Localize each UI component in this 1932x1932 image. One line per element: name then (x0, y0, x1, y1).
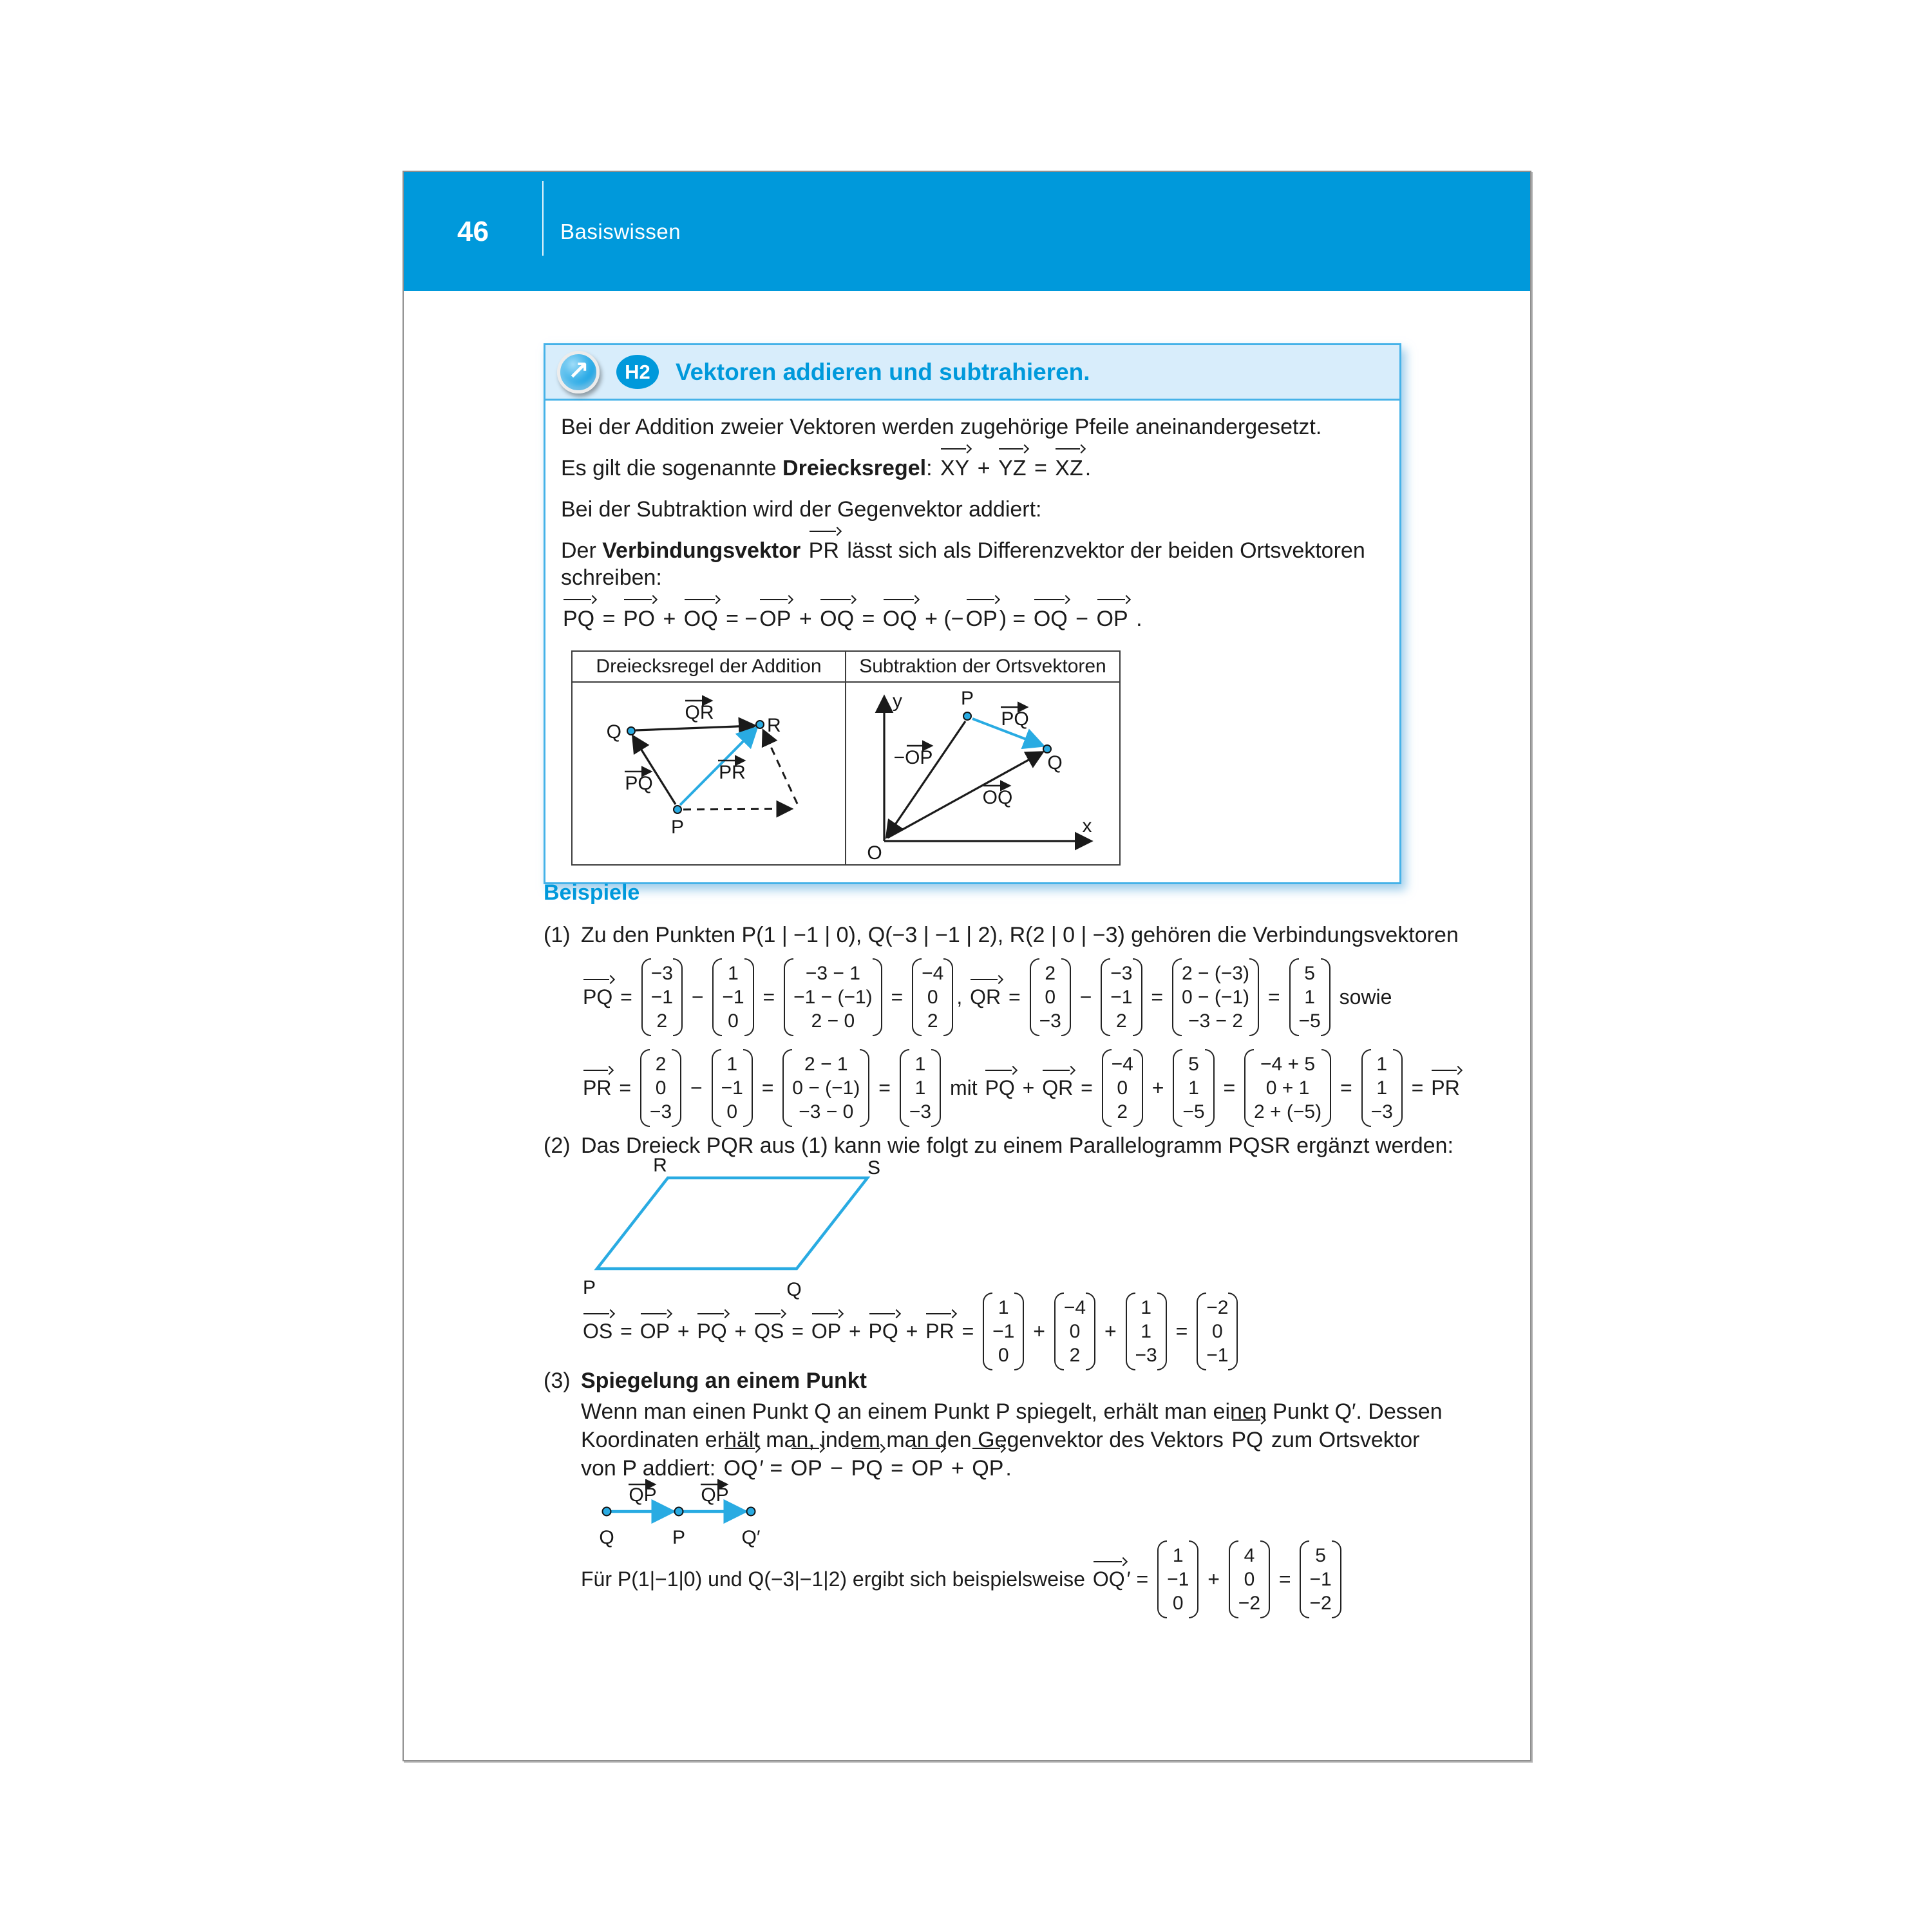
example-3-heading: Spiegelung an einem Punkt (581, 1368, 867, 1393)
vector-symbol: PQ (868, 1320, 898, 1343)
point-P (675, 1508, 683, 1516)
vector-symbol: YZ (998, 456, 1027, 480)
vector-component: −3 − 0 (799, 1101, 854, 1122)
label-P: P (960, 688, 974, 709)
vector-component: −3 (1110, 963, 1133, 984)
vector-component: −2 (1238, 1593, 1261, 1614)
text-run: = (1170, 1320, 1194, 1343)
text-run: lässt sich als Differenzvektor der beiden Ortsvektoren schreiben: (561, 538, 1372, 590)
vector-component: 1 (1141, 1321, 1151, 1342)
infobox-header (545, 345, 1399, 401)
point-Q (603, 1508, 611, 1516)
paragraph-connection-vector (561, 537, 1384, 591)
vector-component: 1 (1376, 1077, 1388, 1099)
vector-component: −1 (992, 1321, 1015, 1342)
vector-component: 2 (1116, 1010, 1127, 1032)
vector-component: 0 (927, 987, 938, 1008)
vector-symbol: PR (925, 1320, 954, 1343)
text-run: − (685, 985, 710, 1009)
vector-symbol: OQ (882, 607, 917, 631)
text-run: = (757, 985, 781, 1009)
text-run: − (1069, 607, 1095, 631)
vector-component: 2 (927, 1010, 938, 1032)
vector-component: 0 (1172, 1593, 1184, 1614)
vector-component: 2 − (−3) (1181, 963, 1250, 984)
vector-symbol: QS (754, 1320, 784, 1343)
label-Q-prime: Q′ (741, 1527, 761, 1548)
text-run: = (755, 1076, 780, 1099)
column-vector (782, 1049, 869, 1127)
diagram-position-vectors (846, 683, 1119, 864)
vector-symbol: OQ (1033, 607, 1068, 631)
vector-component: 0 + 1 (1265, 1077, 1310, 1099)
vector-symbol: OP (759, 607, 791, 631)
vector-symbol: OP (639, 1320, 670, 1343)
vector-component: 0 (1117, 1077, 1128, 1099)
example-1 (544, 921, 1497, 1127)
column-vector (1197, 1293, 1238, 1370)
vector-component: 4 (1244, 1545, 1255, 1566)
vector-symbol: QR (970, 985, 1001, 1009)
text-run: + (1202, 1567, 1226, 1591)
text-run: + (793, 607, 819, 631)
label-P: P (672, 1527, 686, 1548)
vector-component: 0 (1244, 1569, 1255, 1590)
infobox-title: Vektoren addieren und subtrahieren. (676, 358, 1090, 385)
parallelogram-diagram (571, 1157, 1009, 1309)
text-run: = (873, 1076, 896, 1099)
column-vector (1289, 958, 1331, 1036)
vector-symbol: OQ (683, 607, 718, 631)
vector-component: −1 (1110, 987, 1133, 1008)
vector-component: −3 (1135, 1345, 1157, 1366)
h2-badge: H2 (616, 355, 659, 389)
text-run: mit (944, 1076, 983, 1099)
vector-component: −4 (922, 963, 944, 984)
column-vector (784, 958, 882, 1036)
point-P (963, 712, 971, 720)
glossy-arrow-icon (557, 351, 600, 393)
section-title: Basiswissen (560, 219, 681, 243)
vector-component: −3 (1370, 1101, 1393, 1122)
text-run: . (1084, 456, 1092, 480)
text-run: . (1005, 1456, 1012, 1481)
label-O: O (867, 842, 882, 864)
vector-component: −4 (1111, 1054, 1133, 1075)
example-2-intro: Das Dreieck PQR aus (1) kann wie folgt zu einem Parallelogramm PQSR ergänzt werden: (581, 1133, 1454, 1158)
vector-component: −1 (1167, 1569, 1189, 1590)
text-run: ) = (999, 607, 1032, 631)
vector-component: −2 (1309, 1593, 1332, 1614)
text-run: − (824, 1456, 849, 1481)
example-3-body (581, 1397, 1450, 1482)
vector-component: −2 (1206, 1297, 1229, 1318)
bold-text-run: Dreiecksregel (782, 456, 927, 480)
vector-component: 1 (1188, 1077, 1199, 1099)
arrow-QR (636, 726, 753, 730)
text-run: sowie (1333, 985, 1392, 1009)
vector-component: −1 (650, 987, 673, 1008)
page-header (404, 172, 1530, 291)
label-P: P (582, 1277, 596, 1298)
page-number: 46 (457, 215, 489, 247)
text-run: = (856, 607, 881, 631)
text-run: + (843, 1320, 867, 1343)
label-Q: Q (599, 1527, 614, 1548)
text-run: ′ = (759, 1456, 789, 1481)
text-run: . (1130, 607, 1142, 631)
text-run: Der (561, 538, 603, 563)
column-vector (1101, 958, 1142, 1036)
vector-component: −1 (721, 1077, 743, 1099)
vector-component: −5 (1298, 1010, 1321, 1032)
text-run: = (884, 1456, 910, 1481)
vector-symbol: PR (1431, 1076, 1460, 1099)
example-2-number: (2) (544, 1133, 571, 1158)
dashed-arrow-bottom (683, 809, 790, 810)
column-vector (712, 1049, 753, 1127)
vector-component: 5 (1304, 963, 1315, 984)
example-3 (544, 1367, 1497, 1482)
example-1-number: (1) (544, 923, 571, 947)
vector-symbol: OP (965, 607, 998, 631)
text-run: : (926, 456, 938, 480)
column-vector (1102, 1049, 1143, 1127)
vector-component: 0 (1211, 1321, 1223, 1342)
label-vec-PR: PR (719, 762, 746, 783)
vector-symbol: PQ (583, 985, 613, 1009)
vector-component: 0 (726, 1101, 738, 1122)
text-run: + (945, 1456, 971, 1481)
text-run (800, 538, 806, 563)
text-run: + (657, 607, 682, 631)
equation-oq-prime (581, 1540, 1515, 1618)
text-run: = − (719, 607, 758, 631)
text-run: Es gilt die sogenannte (561, 456, 783, 480)
label-S: S (867, 1157, 881, 1179)
paragraph-addition: Bei der Addition zweier Vektoren werden zugehörige Pfeile aneinandergesetzt. (561, 415, 1322, 439)
text-run: , (956, 985, 969, 1009)
example-3-number: (3) (544, 1368, 571, 1393)
column-vector (1172, 958, 1259, 1036)
vector-symbol: OP (911, 1454, 943, 1482)
vector-component: 1 (914, 1054, 926, 1075)
point-R (756, 721, 764, 728)
vector-symbol: OP (811, 1320, 842, 1343)
vector-symbol: PO (623, 607, 655, 631)
text-run: = (1217, 1076, 1242, 1099)
column-vector (1229, 1540, 1270, 1618)
vector-component: −3 (649, 1101, 672, 1122)
vector-component: 0 (728, 1010, 739, 1032)
text-run: + (728, 1320, 753, 1343)
label-Q: Q (606, 721, 621, 743)
vector-component: 2 (656, 1010, 668, 1032)
text-run: = (614, 1320, 638, 1343)
text-run: = (1145, 985, 1169, 1009)
cell-position-vectors-diagram (846, 682, 1120, 865)
column-vector (1054, 1293, 1095, 1370)
equation-pq-qr (581, 958, 1497, 1036)
diagram-triangle-rule (573, 683, 845, 864)
label-vec-QP-1: QP (629, 1484, 657, 1506)
column-vector (1244, 1049, 1331, 1127)
vector-symbol: PR (583, 1076, 612, 1099)
vector-component: −1 (1206, 1345, 1229, 1366)
text-run: + (671, 1320, 696, 1343)
reflection-diagram (587, 1479, 781, 1550)
text-run: ′ = (1126, 1567, 1155, 1591)
header-divider (542, 181, 544, 256)
text-run: = (1262, 985, 1286, 1009)
vector-symbol: OP (1096, 607, 1128, 631)
label-vec-minus-OP: −OP (893, 747, 933, 768)
label-Q: Q (786, 1279, 802, 1300)
column-vector (1173, 1049, 1214, 1127)
vector-component: 0 (1045, 987, 1056, 1008)
label-x: x (1082, 815, 1092, 837)
label-vec-PQ: PQ (1001, 708, 1029, 730)
column-vector (641, 958, 683, 1036)
vector-symbol: OQ (820, 607, 855, 631)
vector-identity-equation (561, 605, 1384, 632)
text-run: + (1016, 1076, 1041, 1099)
vector-component: −1 − (−1) (793, 987, 873, 1008)
vector-component: 0 (998, 1345, 1009, 1366)
vector-symbol: OP (791, 1454, 822, 1482)
vector-component: −3 − 1 (805, 963, 860, 984)
vector-component: 1 (1304, 987, 1315, 1008)
point-Q-prime (747, 1508, 755, 1516)
text-run: = (1003, 985, 1027, 1009)
vector-component: 0 − (−1) (1181, 987, 1250, 1008)
text-run: + (1146, 1076, 1170, 1099)
column-vector (900, 1049, 941, 1127)
label-R: R (767, 715, 781, 736)
column-vector (912, 958, 953, 1036)
label-vec-QP-2: QP (701, 1484, 729, 1506)
column-vector (1300, 1540, 1341, 1618)
comparison-table (571, 650, 1121, 866)
column-vector (1030, 958, 1071, 1036)
vector-symbol: XY (940, 456, 970, 480)
label-vec-PQ: PQ (625, 773, 653, 794)
point-P (674, 806, 681, 813)
vector-component: −3 (1039, 1010, 1061, 1032)
vector-symbol: PQ (851, 1454, 883, 1482)
label-Q: Q (1047, 752, 1063, 773)
vector-component: 2 (655, 1054, 667, 1075)
equation-os (581, 1293, 1495, 1370)
label-vec-OQ: OQ (982, 787, 1013, 808)
vector-component: 1 (1172, 1545, 1184, 1566)
vector-component: 1 (1376, 1054, 1388, 1075)
text-run: = (1334, 1076, 1358, 1099)
vector-component: 0 − (−1) (792, 1077, 860, 1099)
page (402, 171, 1531, 1761)
text-run: = (1075, 1076, 1099, 1099)
text-run: = (614, 985, 638, 1009)
vector-symbol: OQ (724, 1454, 758, 1482)
vector-symbol: OQ (1092, 1567, 1125, 1591)
text-run: + (900, 1320, 924, 1343)
vector-component: 2 − 0 (811, 1010, 855, 1032)
vector-component: −4 + 5 (1260, 1054, 1316, 1075)
bold-text-run: Verbindungsvektor (602, 538, 801, 563)
arrow-minus-OP (887, 721, 965, 836)
vector-symbol: PQ (697, 1320, 727, 1343)
text-run: zum Ortsvektor von P addiert: (581, 1428, 1426, 1481)
vector-component: −1 (722, 987, 744, 1008)
vector-component: −1 (1309, 1569, 1332, 1590)
text-run: = (1405, 1076, 1430, 1099)
vector-component: 5 (1188, 1054, 1199, 1075)
label-vec-QR: QR (685, 702, 714, 723)
vector-symbol: PR (808, 538, 839, 563)
text-run: = (1273, 1567, 1297, 1591)
vector-component: 1 (914, 1077, 926, 1099)
text-run: Für P(1|−1|0) und Q(−3|−1|2) ergibt sich beispielsweise (581, 1567, 1091, 1591)
vector-component: 2 (1069, 1345, 1081, 1366)
infobox (544, 343, 1401, 884)
column-vector (1157, 1540, 1198, 1618)
vector-component: 1 (1141, 1297, 1151, 1318)
vector-component: 5 (1315, 1545, 1326, 1566)
text-run: + (− (918, 607, 964, 631)
paragraph-subtraction: Bei der Subtraktion wird der Gegenvektor addiert: (561, 497, 1042, 522)
text-run: + (1099, 1320, 1122, 1343)
equation-pr (581, 1049, 1497, 1127)
infobox-body (545, 401, 1399, 882)
column-vector (640, 1049, 681, 1127)
example-1-intro: Zu den Punkten P(1 | −1 | 0), Q(−3 | −1 | 2), R(2 | 0 | −3) gehören die Verbindungsvektoren (581, 923, 1459, 947)
table-header-subtraction: Subtraktion der Ortsvektoren (846, 651, 1120, 682)
vector-component: 1 (998, 1297, 1009, 1318)
vector-component: 2 + (−5) (1254, 1101, 1322, 1122)
vector-component: −3 − 2 (1188, 1010, 1244, 1032)
text-run: − (685, 1076, 708, 1099)
column-vector (1126, 1293, 1167, 1370)
vector-component: 1 (726, 1054, 738, 1075)
text-run: = (613, 1076, 637, 1099)
text-run: − (1074, 985, 1098, 1009)
vector-symbol: PQ (563, 607, 595, 631)
label-R: R (653, 1157, 667, 1176)
label-P: P (670, 817, 685, 838)
paragraph-triangle-rule (561, 455, 1384, 482)
text-run: = (596, 607, 621, 631)
vector-component: 1 (728, 963, 739, 984)
vector-component: −3 (650, 963, 673, 984)
example-2 (544, 1132, 1497, 1160)
column-vector (712, 958, 753, 1036)
vector-symbol: PQ (985, 1076, 1015, 1099)
examples-heading: Beispiele (544, 880, 640, 905)
label-y: y (893, 690, 902, 712)
vector-component: 2 (1045, 963, 1056, 984)
text-run: = (786, 1320, 810, 1343)
vector-component: 2 − 1 (804, 1054, 848, 1075)
vector-symbol: XZ (1055, 456, 1083, 480)
vector-component: −3 (909, 1101, 932, 1122)
dashed-arrow-up (764, 732, 797, 804)
parallelogram-shape (597, 1178, 867, 1269)
vector-symbol: QP (972, 1454, 1003, 1482)
text-run: + (1027, 1320, 1051, 1343)
vector-component: 2 (1117, 1101, 1128, 1122)
vector-component: 0 (655, 1077, 667, 1099)
vector-symbol: OS (583, 1320, 613, 1343)
text-run: Wenn man einen Punkt Q an einem Punkt P spiegelt, erhält man einen Punkt Q′. Dessen Koordinaten erhält man, indem man den Gegenvektor des Vektors (581, 1399, 1449, 1452)
table-header-addition: Dreiecksregel der Addition (572, 651, 846, 682)
vector-symbol: QR (1042, 1076, 1074, 1099)
vector-component: 0 (1069, 1321, 1081, 1342)
text-run: = (956, 1320, 980, 1343)
text-run: = (1028, 456, 1054, 480)
text-run: = (885, 985, 909, 1009)
vector-symbol: PQ (1231, 1426, 1263, 1454)
column-vector (983, 1293, 1024, 1370)
vector-component: −4 (1063, 1297, 1086, 1318)
vector-component: −5 (1182, 1101, 1205, 1122)
column-vector (1361, 1049, 1403, 1127)
text-run: + (971, 456, 997, 480)
point-Q (627, 727, 635, 735)
cell-triangle-rule-diagram (572, 682, 846, 865)
arrow-up-right-icon: ↗ (567, 356, 589, 385)
